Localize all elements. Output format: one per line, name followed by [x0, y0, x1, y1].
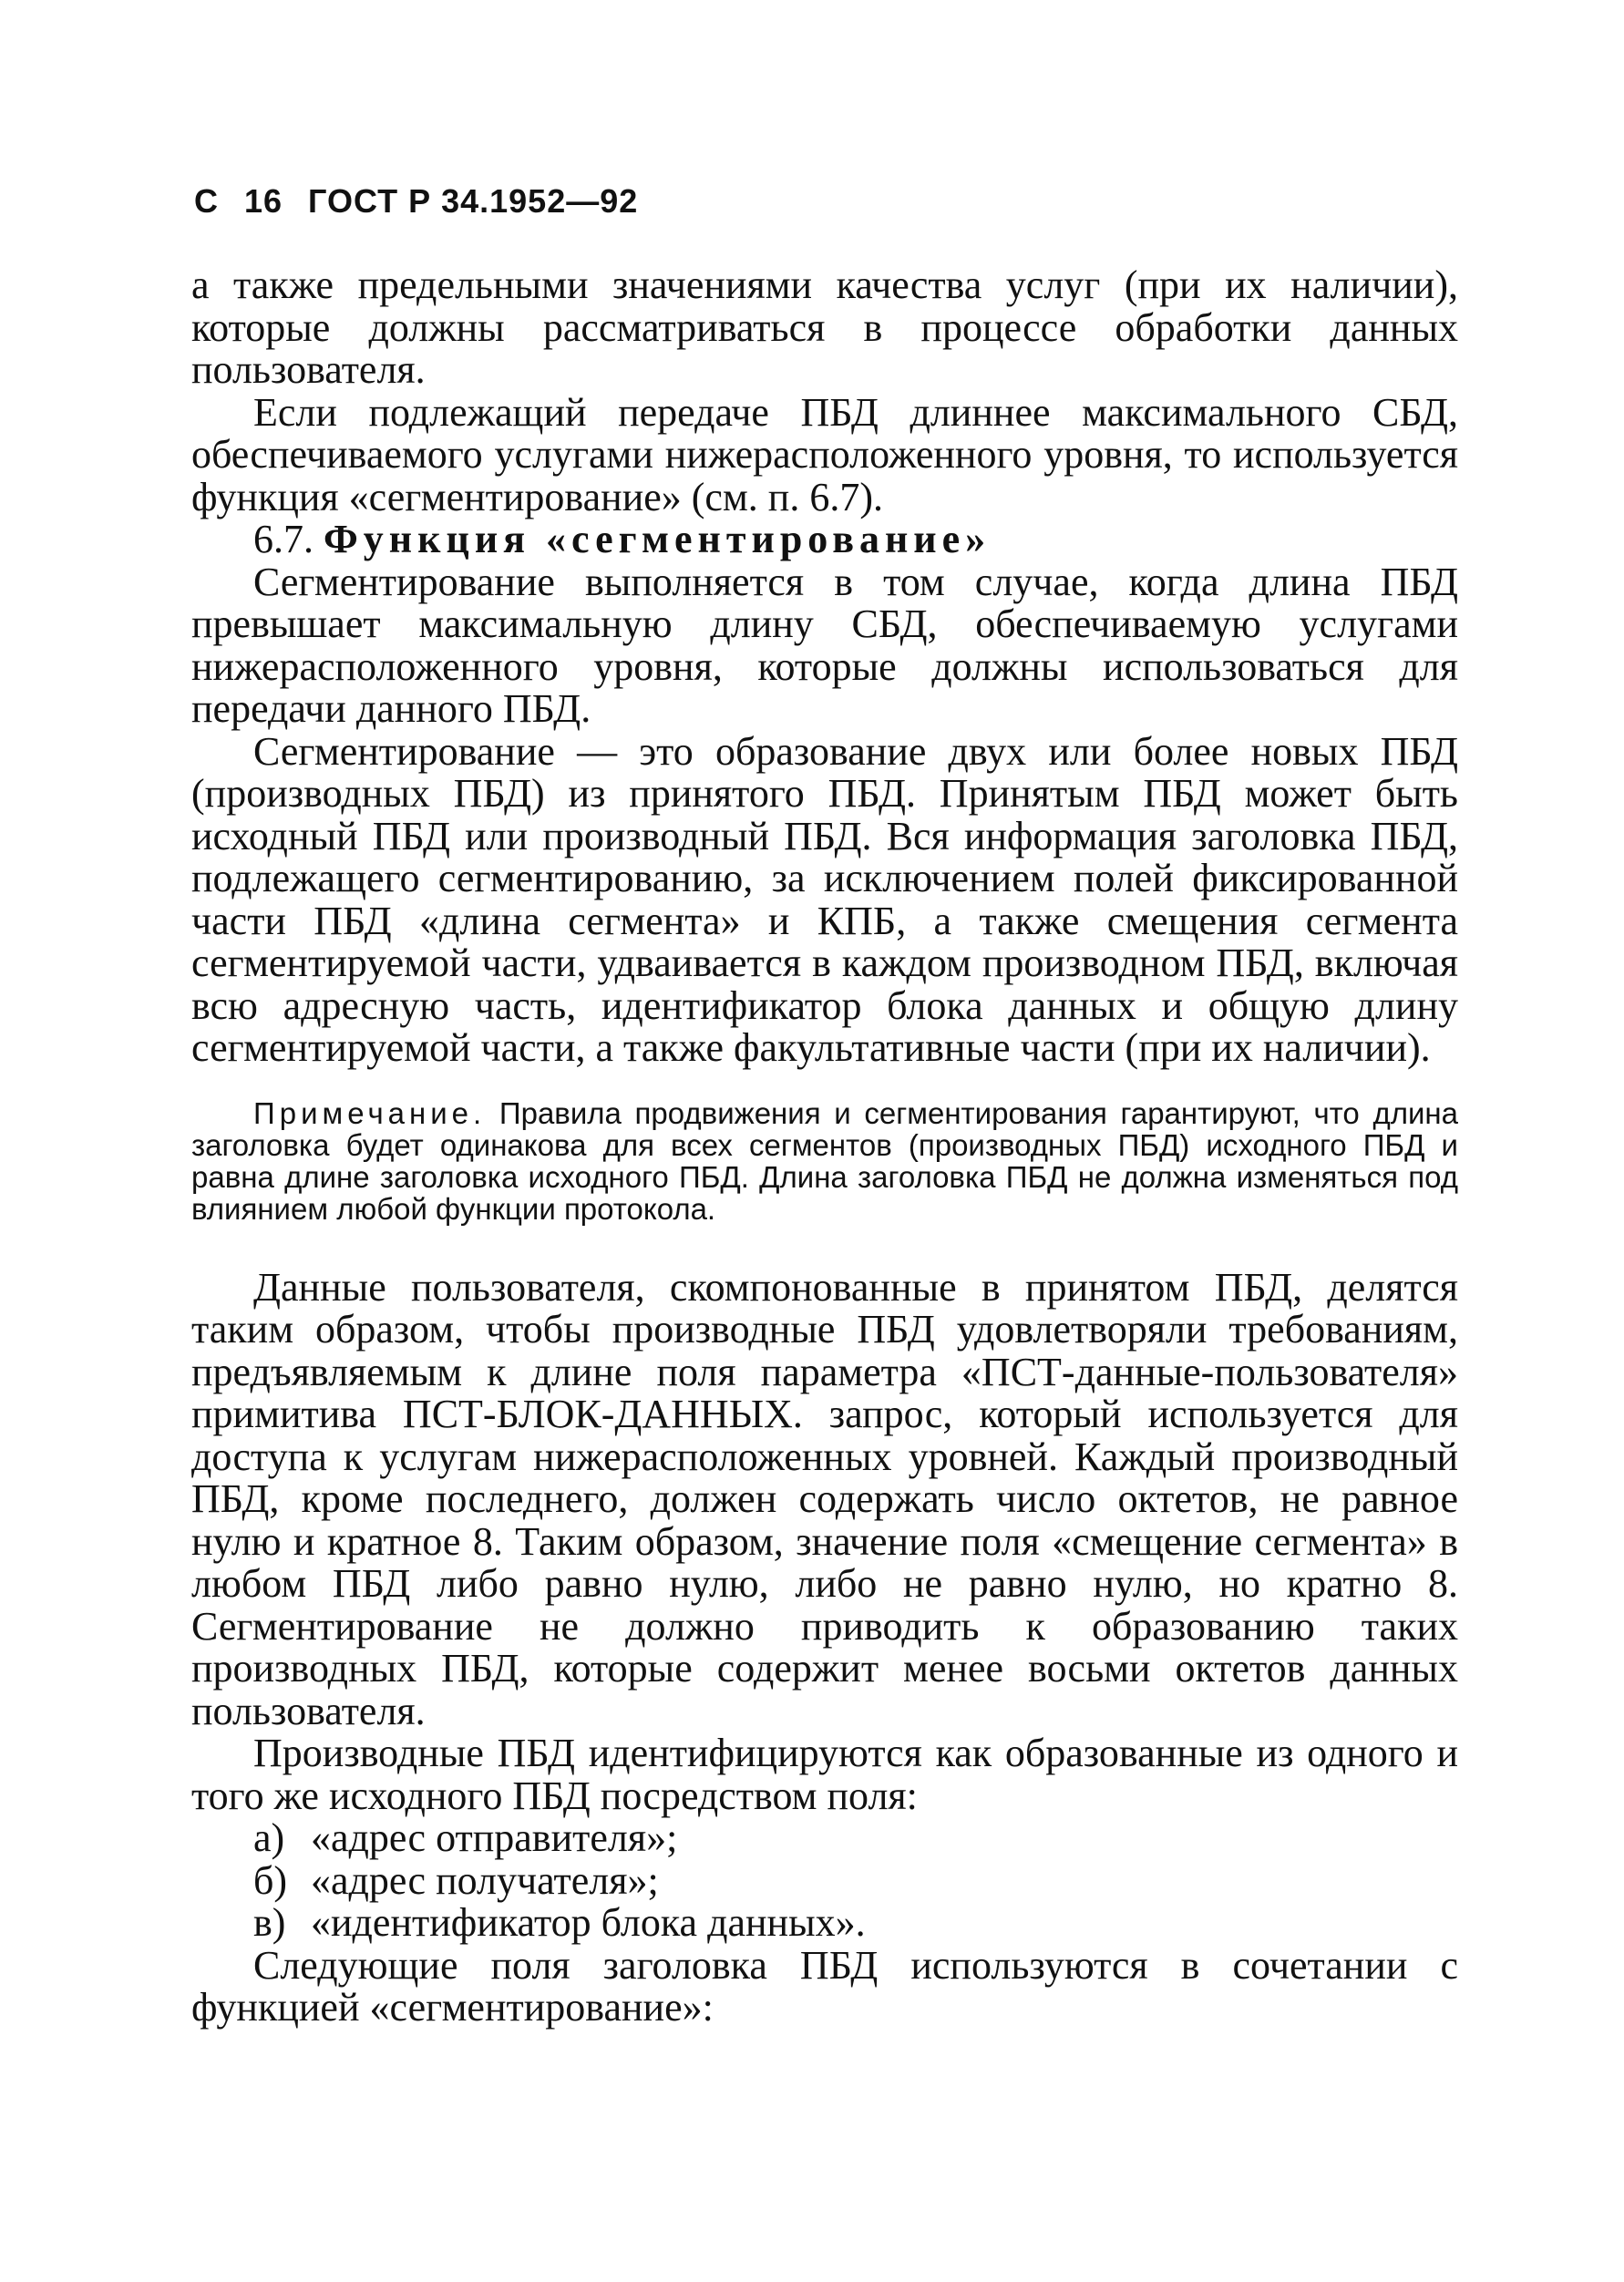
note-text: Правила продвижения и сегментирования гарантируют, что длина заголовка будет одинакова для всех сегментов (производных ПБД) исходного ПБД и равна длине заголовка исходного ПБД. Длина заголовка ПБД не должна изменяться под влиянием любой функции протокола.: [191, 1095, 1458, 1226]
section-heading: [191, 519, 1458, 561]
section-title: Функция «сегментирование»: [324, 517, 992, 561]
page-prefix: С: [194, 182, 219, 220]
list-text: «адрес получателя»;: [311, 1857, 659, 1903]
section-number: 6.7.: [253, 517, 313, 561]
list-item: [191, 1902, 1458, 1945]
paragraph: а также предельными значениями качества услуг (при их наличии), которые должны рассматриваться в процессе обработки данных пользователя.: [191, 262, 1458, 392]
paragraph: Производные ПБД идентифицируются как образованные из одного и того же исходного ПБД посредством поля:: [191, 1731, 1458, 1818]
list-text: «адрес отправителя»;: [311, 1815, 678, 1860]
list-marker: б): [253, 1857, 288, 1903]
list-item: [191, 1857, 1458, 1903]
list-marker: а): [253, 1815, 285, 1860]
paragraph: Данные пользователя, скомпонованные в принятом ПБД, делятся таким образом, чтобы производные ПБД удовлетворяли требованиям, предъявляемым к длине поля параметра «ПСТ-данные-пользователя» примитива ПСТ-БЛОК-ДАННЫХ. запрос, который используется для доступа к услугам нижерасположенных уровней. Каждый производный ПБД, кроме последнего, должен содержать число октетов, не равное нулю и кратное 8. Таким образом, значение поля «смещение сегмента» в любом ПБД либо равно нулю, либо не равно нулю, но кратно 8. Сегментирование не должно приводить к образованию таких производных ПБД, которые содержит менее восьми октетов данных пользователя.: [191, 1264, 1458, 1733]
paragraph: Сегментирование выполняется в том случае, когда длина ПБД превышает максимальную длину СБД, обеспечиваемую услугами нижерасположенного уровня, которые должны использоваться для передачи данного ПБД.: [191, 559, 1458, 731]
list-text: «идентификатор блока данных».: [311, 1900, 866, 1945]
list-item: [191, 1817, 1458, 1860]
document-body: [191, 264, 1458, 2030]
page-number: 16: [244, 182, 283, 220]
list-marker: в): [253, 1900, 286, 1945]
paragraph: Сегментирование — это образование двух или более новых ПБД (производных ПБД) из принятого ПБД. Принятым ПБД может быть исходный ПБД или производный ПБД. Вся информация заголовка ПБД, подлежащего сегментированию, за исключением полей фиксированной части ПБД «длина сегмента» и КПБ, а также смещения сегмента сегментируемой части, удваивается в каждом производном ПБД, включая всю адресную часть, идентификатор блока данных и общую длину сегментируемой части, а также факультативные части (при их наличии).: [191, 728, 1458, 1070]
note-label: Примечание.: [253, 1095, 487, 1130]
standard-code: ГОСТ Р 34.1952—92: [308, 182, 639, 220]
paragraph: Следующие поля заголовка ПБД используются в сочетании с функцией «сегментирование»:: [191, 1942, 1458, 2030]
page-header: [194, 182, 663, 221]
note: [191, 1097, 1458, 1225]
paragraph: Если подлежащий передаче ПБД длиннее максимального СБД, обеспечиваемого услугами нижерасположенного уровня, то используется функция «сегментирование» (см. п. 6.7).: [191, 389, 1458, 519]
